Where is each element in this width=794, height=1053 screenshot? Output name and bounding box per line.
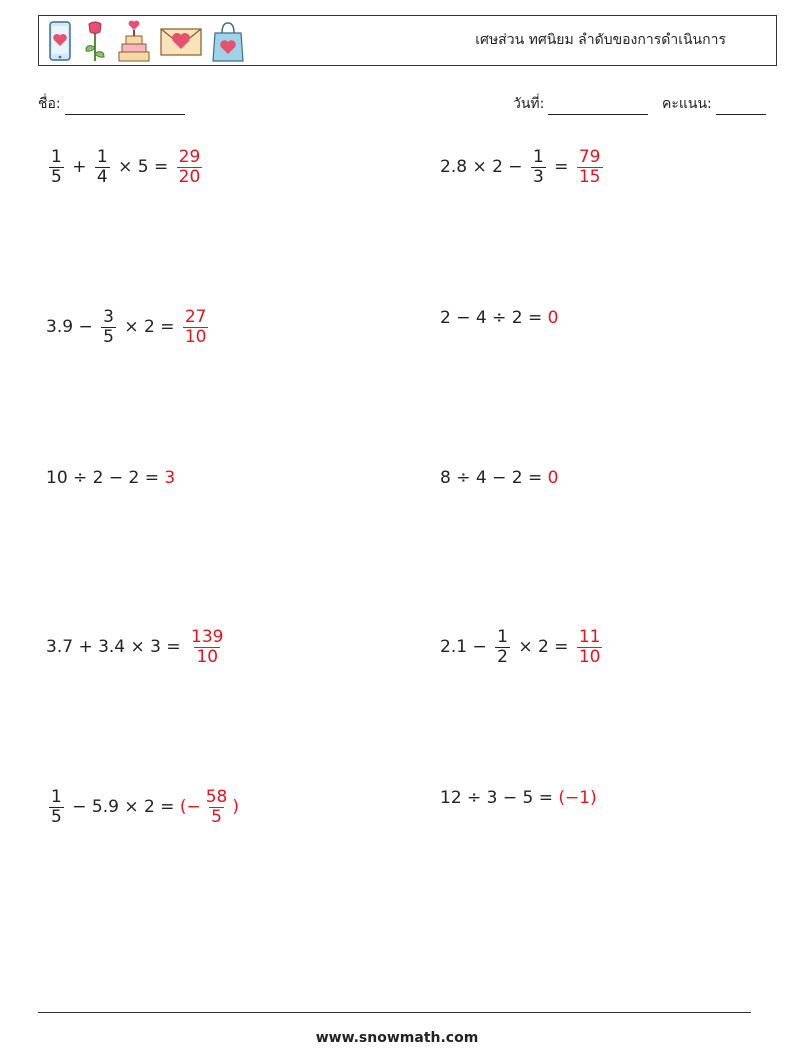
numerator: 139 bbox=[191, 627, 224, 647]
answer bbox=[186, 628, 228, 666]
problem-5 bbox=[46, 468, 175, 488]
problem-8 bbox=[440, 628, 605, 666]
fraction bbox=[204, 788, 230, 826]
name-blank[interactable] bbox=[65, 99, 185, 115]
expression-text: 3.7 + 3.4 × 3 = bbox=[46, 637, 187, 658]
answer bbox=[558, 788, 596, 808]
expression-text: (− bbox=[179, 797, 201, 818]
numerator: 1 bbox=[532, 147, 544, 167]
rose-icon bbox=[81, 19, 109, 63]
problem-3 bbox=[46, 308, 211, 346]
expression-text: (−1) bbox=[558, 788, 597, 808]
problem-4 bbox=[440, 308, 558, 328]
denominator: 4 bbox=[96, 166, 108, 187]
worksheet-title: เศษส่วน ทศนิยม ลำดับของการดำเนินการ bbox=[475, 32, 726, 48]
numerator: 1 bbox=[96, 147, 108, 167]
fraction bbox=[495, 628, 510, 666]
expression-text: × 2 = bbox=[118, 317, 180, 338]
answer bbox=[180, 308, 212, 346]
expression-text: = bbox=[548, 157, 574, 178]
expression-text: ) bbox=[232, 797, 240, 818]
denominator: 10 bbox=[196, 646, 219, 667]
expression-text: 0 bbox=[547, 468, 559, 488]
fraction bbox=[177, 148, 203, 186]
denominator: 10 bbox=[578, 646, 601, 667]
answer bbox=[180, 788, 239, 826]
fraction bbox=[101, 308, 116, 346]
denominator: 20 bbox=[178, 166, 201, 187]
denominator: 5 bbox=[103, 326, 114, 347]
fraction bbox=[183, 308, 209, 346]
date-label: วันที่: bbox=[513, 96, 545, 112]
expression-text: + bbox=[66, 157, 92, 178]
expression-text: 2 − 4 ÷ 2 = bbox=[440, 308, 548, 328]
problem-7 bbox=[46, 628, 229, 666]
denominator: 2 bbox=[497, 646, 508, 667]
score-blank[interactable] bbox=[716, 99, 766, 115]
fraction bbox=[95, 148, 110, 186]
date-blank[interactable] bbox=[548, 99, 648, 115]
expression-text: 2.1 − bbox=[440, 637, 493, 658]
cake-icon bbox=[117, 19, 151, 63]
problem-9 bbox=[46, 788, 239, 826]
date-field bbox=[513, 93, 648, 115]
answer bbox=[548, 308, 559, 328]
numerator: 27 bbox=[184, 307, 207, 327]
answer bbox=[574, 148, 606, 186]
worksheet-header bbox=[38, 15, 777, 66]
numerator: 1 bbox=[51, 787, 62, 807]
problem-10 bbox=[440, 788, 597, 808]
fraction bbox=[49, 788, 64, 826]
name-field bbox=[38, 93, 185, 115]
score-label: คะแนน: bbox=[662, 96, 712, 112]
footer-divider bbox=[38, 1012, 751, 1013]
header-icons bbox=[47, 19, 245, 63]
score-field bbox=[662, 93, 766, 115]
expression-text: 12 ÷ 3 − 5 = bbox=[440, 788, 559, 808]
fraction bbox=[531, 148, 546, 186]
answer bbox=[574, 628, 606, 666]
answer bbox=[548, 468, 559, 488]
numerator: 1 bbox=[497, 627, 508, 647]
numerator: 29 bbox=[178, 147, 201, 167]
expression-text: − 5.9 × 2 = bbox=[66, 797, 180, 818]
expression-text: 0 bbox=[547, 308, 559, 328]
denominator: 5 bbox=[211, 806, 222, 827]
numerator: 1 bbox=[51, 147, 62, 167]
fraction bbox=[49, 148, 64, 186]
denominator: 5 bbox=[51, 806, 62, 827]
expression-text: 3 bbox=[164, 468, 176, 488]
expression-text: 10 ÷ 2 − 2 = bbox=[46, 468, 165, 488]
expression-text: 3.9 − bbox=[46, 317, 99, 338]
problem-1 bbox=[46, 148, 205, 186]
numerator: 58 bbox=[205, 787, 228, 807]
numerator: 79 bbox=[578, 147, 601, 167]
fraction bbox=[577, 628, 603, 666]
expression-text: 2.8 × 2 − bbox=[440, 157, 528, 178]
love-letter-icon bbox=[159, 19, 203, 63]
numerator: 3 bbox=[103, 307, 114, 327]
expression-text: × 2 = bbox=[512, 637, 574, 658]
expression-text: × 5 = bbox=[112, 157, 174, 178]
fraction bbox=[189, 628, 225, 666]
shopping-bag-heart-icon bbox=[211, 19, 245, 63]
expression-text: 8 ÷ 4 − 2 = bbox=[440, 468, 548, 488]
problem-6 bbox=[440, 468, 558, 488]
numerator: 11 bbox=[578, 627, 601, 647]
answer bbox=[174, 148, 206, 186]
footer-url[interactable]: www.snowmath.com bbox=[315, 1030, 479, 1046]
denominator: 15 bbox=[578, 166, 601, 187]
denominator: 5 bbox=[51, 166, 62, 187]
problem-2 bbox=[440, 148, 606, 186]
name-label: ชื่อ: bbox=[38, 96, 61, 112]
answer bbox=[164, 468, 175, 488]
denominator: 3 bbox=[532, 166, 544, 187]
fraction bbox=[577, 148, 603, 186]
denominator: 10 bbox=[184, 326, 207, 347]
phone-heart-icon bbox=[47, 19, 73, 63]
